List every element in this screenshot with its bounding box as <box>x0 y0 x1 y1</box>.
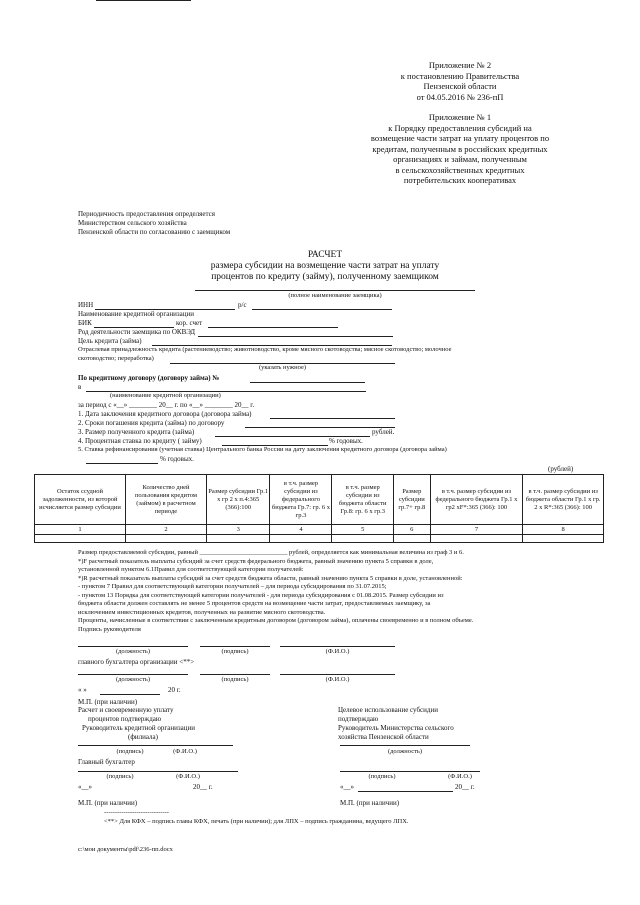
item3-unit: рублей. <box>372 428 395 436</box>
inn-label: ИНН <box>78 301 94 309</box>
signature-line[interactable] <box>200 646 270 647</box>
title-line: размера субсидии на возмещение части затрат на уплату <box>210 261 440 271</box>
in-label: в <box>78 383 82 391</box>
okved-label: Род деятельности заемщика по ОКВЭД <box>78 328 196 336</box>
ministry-date-line[interactable] <box>358 791 453 792</box>
accountant-date-line[interactable] <box>96 0 191 1</box>
table-number-cell: 7 <box>430 525 523 535</box>
period-line: за период с «__» ________ 20__ г. по «__» ________ 20__ г. <box>78 401 255 409</box>
signature-caption: (подпись) <box>221 648 249 655</box>
title-main: РАСЧЕТ <box>307 250 343 260</box>
fio-caption: (Ф.И.О.) <box>325 648 350 655</box>
bank-confirm-line: Руководитель кредитной организации <box>82 724 196 732</box>
bank-confirm-line: Расчет и своевременную уплату <box>78 706 174 714</box>
mp-right-label: М.П. (при наличии) <box>340 799 400 807</box>
table-header-cell: в т.ч. размер субсидии из федерального бюджета Гр.7: гр. 6 х гр.3 <box>270 475 332 525</box>
appendix2-line: Пензенской области <box>423 81 497 91</box>
industry-label: Отраслевая принадлежность кредита (растениеводство; животноводство, кроме мясного скотоводства; мясное скотоводство; молочное <box>78 346 452 353</box>
note-line: бюджета области должен составлять не менее 5 процентов средств на возмещение части затрат, предоставляемых заемщику, за <box>78 600 431 607</box>
item3-label: 3. Размер полученного кредита (займа) <box>78 428 195 436</box>
table-number-cell: 8 <box>523 525 604 535</box>
position-caption: (должность) <box>115 648 151 655</box>
specify-caption: (указать нужное) <box>258 364 307 371</box>
table-header-cell: Размер субсидии Гр.1 х гр 2 х п.4:365 (366):100 <box>207 475 270 525</box>
note-line: установленной пунктом 6.1Правил для соответствующей категории получателей: <box>78 566 304 573</box>
periodicity-line: Периодичность предоставления определяется <box>78 210 215 218</box>
file-path: c:\мои документы\pdf\236-пп.docx <box>78 846 173 853</box>
rs-field[interactable] <box>252 309 392 310</box>
appendix1-line: возмещение части затрат на уплату процентов по <box>370 133 550 143</box>
rs-label: р/с <box>238 301 247 309</box>
document-title <box>180 250 470 283</box>
table-number-cell: 5 <box>332 525 394 535</box>
position-line[interactable] <box>78 674 188 675</box>
table-number-cell: 6 <box>393 525 430 535</box>
note-line: Проценты, начисленные в соответствии с заключенным кредитным договором (договором займа), оплачены своевременно и в полном объеме. <box>78 617 474 624</box>
position-caption: (должность) <box>115 676 151 683</box>
ministry-confirm-line: Руководитель Министерства сельского <box>338 724 454 732</box>
fio-line[interactable] <box>280 674 395 675</box>
table-number-cell: 3 <box>207 525 270 535</box>
table-number-cell: 4 <box>270 525 332 535</box>
table-header-cell: Остаток ссудной задолженности, из которой исчисляется размер субсидии <box>35 475 126 525</box>
bank-confirm-line: (филиала) <box>128 733 158 741</box>
ministry-confirm-block <box>338 706 454 742</box>
org-caption: (наименование кредитной организации) <box>110 392 221 399</box>
accountant-date-quote: «__» <box>78 783 92 791</box>
contract-field[interactable] <box>250 382 365 383</box>
mp-left-label: М.П. (при наличии) <box>78 799 138 807</box>
note-line: - пунктом 7 Правил для соответствующей категории получателей – для периода субсидирования по 31.07.2015; <box>78 583 387 590</box>
bik-label: БИК <box>78 319 92 327</box>
footnote-separator: ------------------------------ <box>104 809 169 816</box>
table-cell[interactable] <box>207 535 270 543</box>
table-unit: (рублей) <box>548 465 574 473</box>
note-line: *)R расчетный показатель выплаты субсидий за счет средств бюджета области, равный значению пункта 5 справки в доле, установленной: <box>78 574 463 582</box>
item1-field[interactable] <box>270 418 395 419</box>
appendix1-line: в сельскохозяйственных кредитных <box>395 164 525 175</box>
appendix1-line: Приложение № 1 <box>428 112 492 122</box>
footnote-text: <**> Для КФХ – подпись главы КФХ, печать (при наличии); для ЛПХ – подпись гражданина, ведущего ЛПХ. <box>104 818 409 825</box>
note-line: - пунктом 13 Порядка для соответствующей категории получателей - для периода субсидирования с 01.08.2015. Размер субсидии из <box>78 591 444 599</box>
fio-line[interactable] <box>280 646 395 647</box>
table-header-cell: Размер субсидии гр.7+ гр.8 <box>393 475 430 525</box>
bank-signature-caption: (подпись) <box>116 748 144 755</box>
ministry-confirm-line: Целевое использование субсидии <box>338 706 438 714</box>
purpose-label: Цель кредита (займа) <box>78 337 142 345</box>
title-line: процентов по кредиту (займу), полученному заемщиком <box>211 272 439 282</box>
ministry-position-line[interactable] <box>340 745 470 746</box>
borrower-line <box>195 290 475 291</box>
industry-label-2: скотоводство; переработка) <box>78 355 154 362</box>
bank-name-label: Наименование кредитной организации <box>78 310 194 318</box>
table-header-cell: в т.ч. размер субсидии из федерального бюджета Гр.1 х гр2 хF*:365 (366): 100 <box>430 475 523 525</box>
fio-caption: (Ф.И.О.) <box>325 676 350 683</box>
okved-field[interactable] <box>198 336 393 337</box>
borrower-caption: (полное наименование заемщика) <box>288 292 382 299</box>
appendix2-line: Приложение № 2 <box>428 60 492 70</box>
item5-label: 5. Ставка рефинансирования (учетная ставка) Центрального банка России на дату заключения кредитного договора (договора займа) <box>78 446 447 453</box>
bank-fio-caption: (Ф.И.О.) <box>173 748 197 755</box>
item4-unit: % годовых. <box>329 437 363 445</box>
table-number-cell: 1 <box>35 525 126 535</box>
table-cell[interactable] <box>430 535 523 543</box>
table-header-row <box>35 475 604 525</box>
appendix1-line: потребительских кооперативах <box>403 175 517 185</box>
ministry-date-quote: «__» <box>340 783 354 791</box>
periodicity-line: Министерством сельского хозяйства <box>78 219 187 227</box>
item5-unit: % годовых. <box>160 455 194 463</box>
table-cell[interactable] <box>393 535 430 543</box>
item4-label: 4. Процентная ставка по кредиту ( займу) <box>78 437 202 445</box>
kor-schet-field[interactable] <box>208 327 338 328</box>
appendix1-line: к Порядку предоставления субсидий на <box>388 122 532 133</box>
table-number-cell: 2 <box>125 525 206 535</box>
director-signature-label: Подпись руководителя <box>78 625 141 633</box>
ministry-signature-caption: (подпись) <box>368 773 396 780</box>
subsidy-table <box>34 474 604 543</box>
position-line[interactable] <box>78 646 188 647</box>
accountant-signature-caption: (подпись) <box>106 773 134 780</box>
mp-label: М.П. (при наличии) <box>78 698 138 706</box>
chief-accountant-line[interactable] <box>78 771 238 772</box>
note-line: исключением инвестиционных кредитов, полученных на развитие мясного скотоводства. <box>78 608 326 616</box>
accountant-date-year: 20__ г. <box>193 783 213 791</box>
accountant-fio-caption: (Ф.И.О.) <box>176 773 200 780</box>
chief-accountant-org-label: главного бухгалтера организации <**> <box>78 658 195 666</box>
appendix1-line: организациях и займам, полученным <box>393 154 527 164</box>
appendix1-block <box>330 112 590 186</box>
appendix1-line: кредитам, полученным в российских кредитных <box>372 143 548 154</box>
ministry-date-year: 20__ г. <box>455 783 475 791</box>
ministry-confirm-line: хозяйства Пензенской области <box>338 733 429 741</box>
kor-schet-label: кор. счет <box>176 319 203 327</box>
table-row <box>35 535 604 543</box>
table-header-cell: Количество дней пользования кредитом (займом) в расчетном периоде <box>125 475 206 525</box>
bank-position-line[interactable] <box>78 745 233 746</box>
notes-block <box>78 549 598 634</box>
table-cell[interactable] <box>270 535 332 543</box>
signature-caption: (подпись) <box>221 676 249 683</box>
ministry-confirm-line: подтверждаю <box>338 715 379 723</box>
table-cell[interactable] <box>125 535 206 543</box>
ministry-fio-caption: (Ф.И.О.) <box>448 773 472 780</box>
ministry-position-caption: (должность) <box>387 748 423 755</box>
periodicity-line: Пензенской области по согласованию с заемщиком <box>78 228 231 236</box>
item5-field[interactable] <box>86 463 158 464</box>
signature-line[interactable] <box>200 674 270 675</box>
appendix2-line: от 04.05.2016 № 236-пП <box>416 91 504 102</box>
appendix2-block <box>330 60 590 102</box>
table-cell[interactable] <box>523 535 604 543</box>
date-line[interactable] <box>100 694 160 695</box>
note-line: Размер предоставляемой субсидии, равный ___________________________ рублей, определяется как минимальная величина из граф 3 и 6. <box>78 549 464 556</box>
table-cell[interactable] <box>332 535 394 543</box>
table-cell[interactable] <box>35 535 126 543</box>
date-year: 20 г. <box>168 686 181 694</box>
periodicity-block <box>78 210 338 237</box>
table-number-row <box>35 525 604 535</box>
ministry-signature-line[interactable] <box>340 771 480 772</box>
note-line: *)F расчетный показатель выплаты субсидий за счет средств федерального бюджета, равный значению пункта 5 справки в доле, <box>78 557 434 565</box>
contract-label: По кредитному договору (договору займа) № <box>78 374 220 382</box>
item2-label: 2. Сроки погашения кредита (займа) по договору <box>78 419 225 427</box>
item1-label: 1. Дата заключения кредитного договора (договора займа) <box>78 410 252 418</box>
bank-confirm-block <box>78 706 195 742</box>
chief-accountant-label: Главный бухгалтер <box>78 758 135 766</box>
bank-confirm-line: процентов подтверждаю <box>88 715 162 723</box>
table-header-cell: в т.ч. размер субсидии из бюджета области Гр.1 х гр. 2 х R*:365 (366): 100 <box>523 475 604 525</box>
table-header-cell: в т.ч. размер субсидии из бюджета области Гр.8: гр. 6 х гр.3 <box>332 475 394 525</box>
appendix2-line: к постановлению Правительства <box>400 70 520 81</box>
date-quote: « » <box>78 686 87 694</box>
